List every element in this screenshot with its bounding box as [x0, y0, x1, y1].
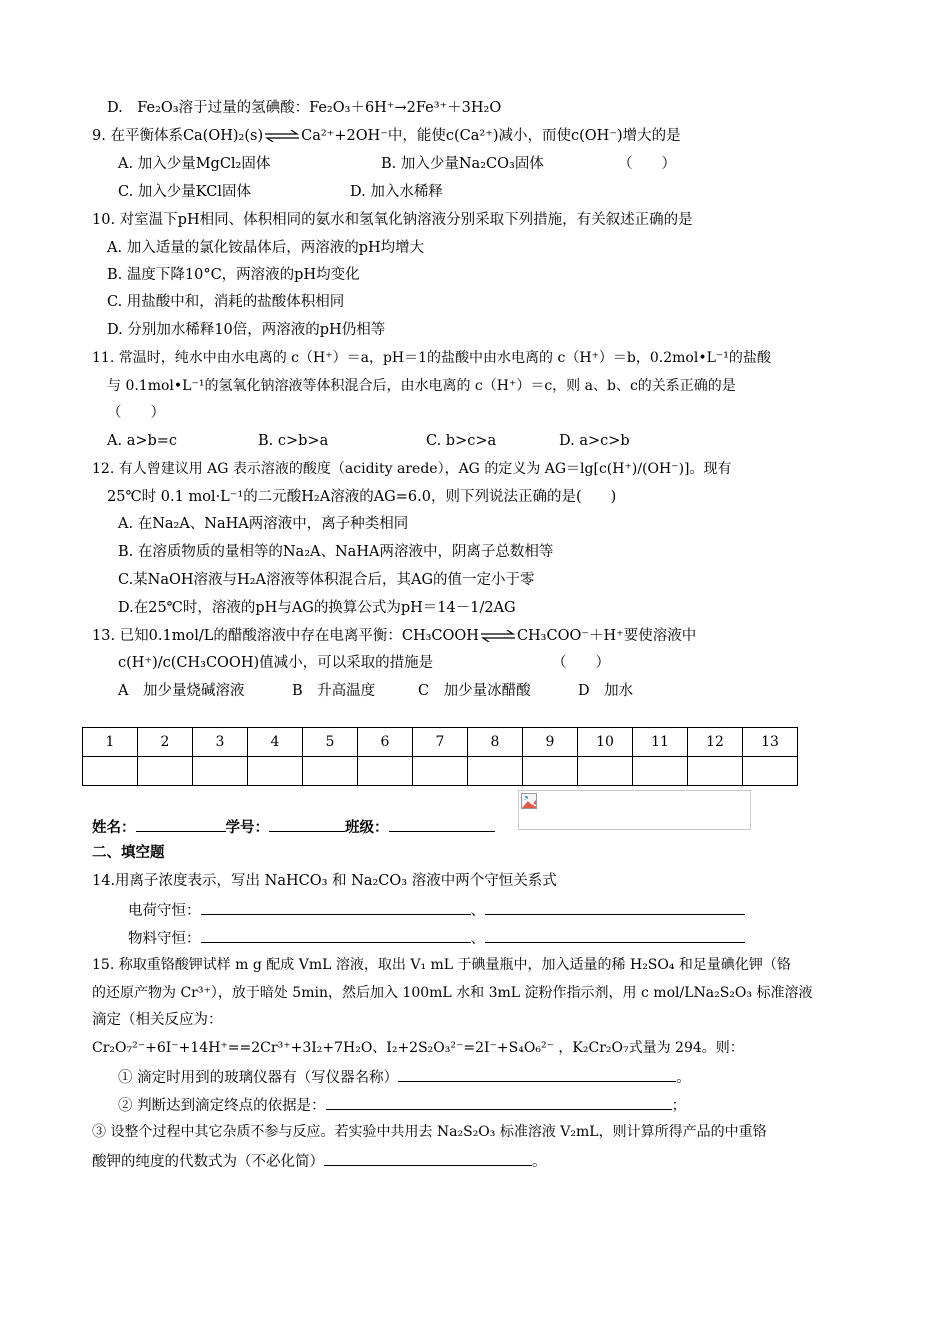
answer-number-cell: 12	[688, 728, 743, 757]
q9-stem-a: 9. 在平衡体系Ca(OH)₂(s)	[92, 128, 264, 144]
answer-number-cell: 2	[138, 728, 193, 757]
answer-number-cell: 11	[633, 728, 688, 757]
q9-option-d: D. 加入水稀释	[350, 184, 443, 200]
q9-option-a: A. 加入少量MgCl₂固体	[118, 156, 271, 172]
q10-option-b: B. 温度下降10°C，两溶液的pH均变化	[107, 267, 360, 283]
q12-line-2: 25℃时 0.1 mol·L⁻¹的二元酸H₂A溶液的AG=6.0，则下列说法正确的是( )	[107, 489, 617, 505]
q12-option-b: B. 在溶质物质的量相等的Na₂A、NaHA两溶液中，阴离子总数相等	[118, 544, 554, 560]
charge-conservation-blank-2[interactable]	[485, 899, 745, 915]
q11-line-3: （ ）	[107, 405, 165, 421]
answer-number-cell: 13	[743, 728, 798, 757]
endpoint-basis-blank[interactable]	[326, 1094, 672, 1110]
q13-answer-paren: （ ）	[552, 655, 610, 671]
charge-conservation-label: 电荷守恒：	[128, 903, 201, 919]
q15-sub-3-text: 酸钾的纯度的代数式为（不必化简）	[92, 1154, 324, 1170]
answer-blank-cell[interactable]	[248, 757, 303, 786]
name-input[interactable]	[136, 816, 226, 832]
answer-number-cell: 9	[523, 728, 578, 757]
answer-blank-cell[interactable]	[523, 757, 578, 786]
answer-number-cell: 7	[413, 728, 468, 757]
student-id-input[interactable]	[269, 816, 345, 832]
q15-sub-3-end: 。	[532, 1154, 547, 1170]
q9-stem	[92, 126, 681, 146]
q13-stem-b: CH₃COO⁻＋H⁺要使溶液中	[516, 628, 697, 644]
image-placeholder	[518, 790, 751, 830]
q13-stem	[92, 626, 696, 646]
answer-number-cell: 8	[468, 728, 523, 757]
q13-stem-a: 13. 已知0.1mol/L的醋酸溶液中存在电离平衡：CH₃COOH	[92, 628, 479, 644]
material-conservation-blank-2[interactable]	[485, 927, 745, 943]
q8-option-d: D. Fe₂O₃溶于过量的氢碘酸：Fe₂O₃＋6H⁺→2Fe³⁺＋3H₂O	[107, 100, 502, 116]
answer-number-cell: 3	[193, 728, 248, 757]
q12-line-1: 12. 有人曾建议用 AG 表示溶液的酸度（acidity arede），AG 的定义为 AG＝lg[c(H⁺)/(OH⁻)]。现有	[92, 461, 732, 477]
q15-sub-3-line-1: ③ 设整个过程中其它杂质不参与反应。若实验中共用去 Na₂S₂O₃ 标准溶液 V₂mL，则计算所得产品的中重铬	[92, 1124, 767, 1140]
q9-option-b: B. 加入少量Na₂CO₃固体	[381, 156, 544, 172]
q15-sub-2	[118, 1094, 686, 1116]
answer-blank-cell[interactable]	[743, 757, 798, 786]
answer-number-cell: 10	[578, 728, 633, 757]
separator: 、	[470, 931, 485, 947]
q11-option-c: C. b>c>a	[426, 433, 497, 449]
q11-line-1: 11. 常温时，纯水中由水电离的 c（H⁺）＝a，pH＝1的盐酸中由水电离的 c（H⁺）＝b，0.2mol•L⁻¹的盐酸	[92, 350, 771, 366]
answer-number-cell: 4	[248, 728, 303, 757]
q11-option-d: D. a>c>b	[559, 433, 630, 449]
answer-blank-cell[interactable]	[358, 757, 413, 786]
class-input[interactable]	[389, 816, 495, 832]
q12-option-a: A. 在Na₂A、NaHA两溶液中，离子种类相同	[118, 516, 409, 532]
answer-blank-cell[interactable]	[688, 757, 743, 786]
q13-line-2: c(H⁺)/c(CH₃COOH)值减小，可以采取的措施是	[118, 655, 434, 671]
q15-sub-1-text: ① 滴定时用到的玻璃仪器有（写仪器名称）	[118, 1070, 399, 1086]
material-conservation-blank-1[interactable]	[201, 927, 471, 943]
q11-option-a: A. a>b=c	[107, 433, 178, 449]
q9-answer-paren: （ ）	[618, 156, 676, 172]
q10-option-a: A. 加入适量的氯化铵晶体后，两溶液的pH均增大	[107, 240, 425, 256]
q9-option-c: C. 加入少量KCl固体	[118, 184, 251, 200]
q14-charge-row	[128, 899, 745, 921]
answer-table	[82, 727, 798, 786]
answer-blank-cell[interactable]	[468, 757, 523, 786]
q15-sub-3-line-2	[92, 1150, 547, 1172]
answer-number-cell: 5	[303, 728, 358, 757]
q14-material-row	[128, 927, 745, 949]
q12-option-c: C.某NaOH溶液与H₂A溶液等体积混合后，其AG的值一定小于零	[118, 572, 535, 588]
q9-stem-b: Ca²⁺+2OH⁻中，能使c(Ca²⁺)减小，而使c(OH⁻)增大的是	[301, 128, 681, 144]
q15-line-1: 15. 称取重铬酸钾试样 m g 配成 VmL 溶液，取出 V₁ mL 于碘量瓶中，加入适量的稀 H₂SO₄ 和足量碘化钾（铬	[92, 957, 791, 973]
q10-stem: 10. 对室温下pH相同、体积相同的氨水和氢氧化钠溶液分别采取下列措施，有关叙述正确的是	[92, 212, 693, 228]
answer-blank-cell[interactable]	[303, 757, 358, 786]
q15-sub-1	[118, 1066, 691, 1088]
answer-blank-cell[interactable]	[413, 757, 468, 786]
q14-stem: 14.用离子浓度表示，写出 NaHCO₃ 和 Na₂CO₃ 溶液中两个守恒关系式	[92, 873, 557, 889]
glass-instrument-blank[interactable]	[398, 1066, 676, 1082]
answer-number-cell: 1	[83, 728, 138, 757]
answer-number-cell: 6	[358, 728, 413, 757]
q11-option-b: B. c>b>a	[258, 433, 329, 449]
answer-blank-cell[interactable]	[138, 757, 193, 786]
answer-blank-cell[interactable]	[633, 757, 688, 786]
q15-line-2: 的还原产物为 Cr³⁺），放于暗处 5min，然后加入 100mL 水和 3mL 淀粉作指示剂，用 c mol/LNa₂S₂O₃ 标准溶液	[92, 985, 813, 1001]
q10-option-d: D. 分别加水稀释10倍，两溶液的pH仍相等	[107, 322, 386, 338]
q15-reaction-line: Cr₂O₇²⁻+6I⁻+14H⁺==2Cr³⁺+3I₂+7H₂O、I₂+2S₂O₃²⁻=2I⁻+S₄O₆²⁻ ，K₂Cr₂O₇式量为 294。则：	[92, 1040, 744, 1056]
q15-sub-1-end: 。	[676, 1070, 691, 1086]
material-conservation-label: 物料守恒：	[128, 931, 201, 947]
equilibrium-arrow-icon	[263, 130, 301, 142]
purity-expression-blank[interactable]	[324, 1150, 532, 1166]
answer-blank-cell[interactable]	[83, 757, 138, 786]
q12-option-d: D.在25℃时，溶液的pH与AG的换算公式为pH＝14－1/2AG	[118, 600, 516, 616]
q11-line-2: 与 0.1mol•L⁻¹的氢氧化钠溶液等体积混合后，由水电离的 c（H⁺）＝c，则 a、b、c的关系正确的是	[107, 378, 736, 394]
separator: 、	[470, 903, 485, 919]
answer-blank-cell[interactable]	[578, 757, 633, 786]
q15-line-3: 滴定（相关反应为：	[92, 1012, 223, 1028]
q10-option-c: C. 用盐酸中和，消耗的盐酸体积相同	[107, 294, 345, 310]
q13-option-c: C 加少量冰醋酸	[418, 683, 531, 699]
class-label: 班级：	[345, 819, 389, 836]
student-id-label: 学号：	[225, 819, 269, 836]
q15-sub-2-end: ；	[671, 1098, 687, 1114]
student-info	[92, 816, 495, 838]
q13-option-a: A 加少量烧碱溶液	[118, 683, 245, 699]
answer-blank-cell[interactable]	[193, 757, 248, 786]
answer-table-answer-row	[83, 757, 798, 786]
charge-conservation-blank-1[interactable]	[201, 899, 471, 915]
broken-image-icon	[521, 793, 537, 809]
q15-sub-2-text: ② 判断达到滴定终点的依据是：	[118, 1098, 326, 1114]
equilibrium-arrow-icon	[479, 630, 517, 642]
answer-table-header-row	[83, 728, 798, 757]
name-label: 姓名：	[92, 819, 136, 836]
q13-option-b: B 升高温度	[292, 683, 376, 699]
q13-option-d: D 加水	[578, 683, 634, 699]
section-title: 二、填空题	[92, 844, 165, 861]
